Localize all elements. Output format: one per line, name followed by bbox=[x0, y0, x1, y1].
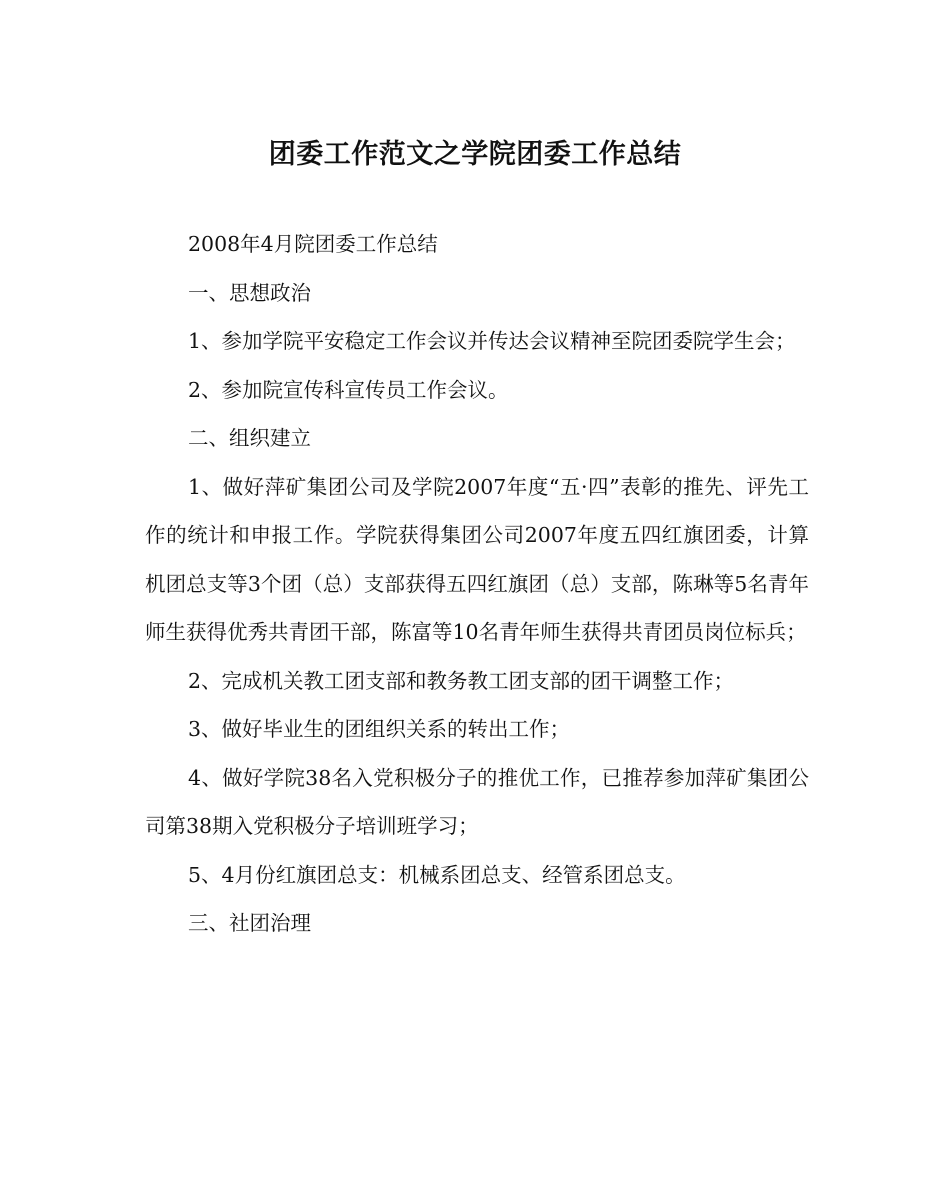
section-heading-ideology: 一、思想政治 bbox=[188, 280, 311, 305]
paragraph-item: 2、参加院宣传科宣传员工作会议。 bbox=[188, 377, 509, 402]
paragraph-item: 1、参加学院平安稳定工作会议并传达会议精神至院团委院学生会； bbox=[188, 329, 796, 353]
paragraph-item: 3、做好毕业生的团组织关系的转出工作； bbox=[188, 717, 571, 741]
document-title: 团委工作范文之学院团委工作总结 bbox=[268, 139, 682, 170]
section-heading-clubs: 三、社团治理 bbox=[188, 911, 311, 935]
paragraph-item: 4、做好学院38名入党积极分子的推优工作，已推荐参加萍矿集团公司第38期入党积极分子培训班学习； bbox=[145, 765, 809, 838]
paragraph-item: 2、完成机关教工团支部和教务教工团支部的团干调整工作； bbox=[188, 668, 735, 693]
section-heading-organization: 二、组织建立 bbox=[188, 426, 311, 450]
document-body bbox=[145, 220, 809, 948]
paragraph-item: 1、做好萍矿集团公司及学院2007年度“五·四”表彰的推先、评先工作的统计和申报工作。学院获得集团公司2007年度五四红旗团委，计算机团总支等3个团（总）支部获得五四红旗团（总）支部，陈琳等5名青年师生获得优秀共青团干部，陈富等10名青年师生获得共青团员岗位标兵； bbox=[145, 474, 809, 644]
paragraph-date-heading: 2008年4月院团委工作总结 bbox=[188, 232, 438, 256]
paragraph-item: 5、4月份红旗团总支：机械系团总支、经管系团总支。 bbox=[188, 862, 686, 887]
